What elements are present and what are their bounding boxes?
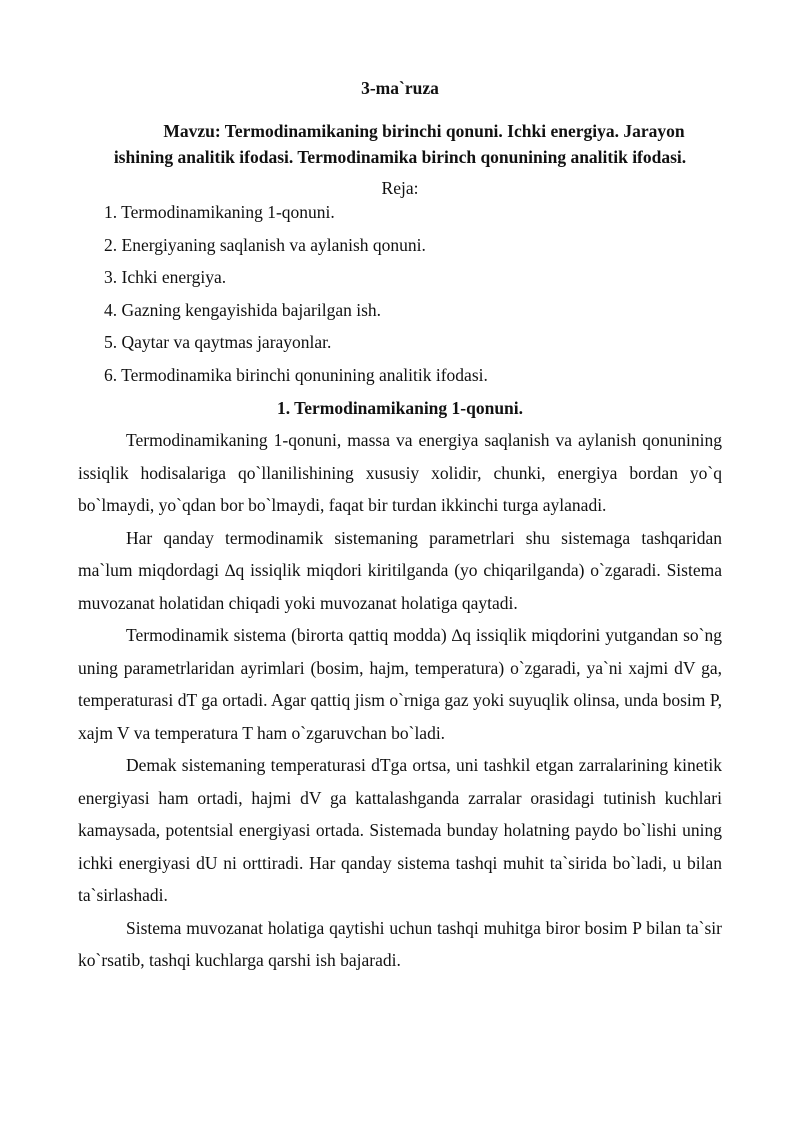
plan-item: 6. Termodinamika birinchi qonunining analitik ifodasi.: [104, 364, 488, 385]
plan-item: 2. Energiyaning saqlanish va aylanish qonuni.: [104, 234, 426, 255]
paragraph: Sistema muvozanat holatiga qaytishi uchun tashqi muhitga biror bosim P bilan ta`sir ko`rsatib, tashqi kuchlarga qarshi ish bajaradi.: [78, 917, 722, 970]
plan-heading: Reja:: [381, 178, 419, 198]
paragraph: Demak sistemaning temperaturasi dTga ortsa, uni tashkil etgan zarralarining kinetik energiyasi ham ortadi, hajmi dV ga kattalashganda zarralar orasidagi tutinish kuchlari kamaysada, potentsial energiyasi ortada. Sistemada bunday holatning paydo bo`lishi uning ichki energiyasi dU ni orttiradi. Har qanday sistema tashqi muhit ta`sirida bo`ladi, u bilan ta`sirlashadi.: [78, 755, 722, 905]
topic-heading: [78, 118, 722, 170]
plan-item: 3. Ichki energiya.: [104, 267, 227, 287]
paragraph: Har qanday termodinamik sistemaning parametrlari shu sistemaga tashqaridan ma`lum miqdordagi ∆q issiqlik miqdori kiritilganda (yo chiqarilganda) o`zgaradi. Sistema muvozanat holatidan chiqadi yoki muvozanat holatiga qaytadi.: [78, 527, 722, 613]
plan-item: 1. Termodinamikaning 1-qonuni.: [104, 202, 335, 222]
lecture-title: 3-ma`ruza: [361, 78, 439, 98]
plan-list: [104, 200, 488, 395]
topic-line-1: Mavzu: Termodinamikaning birinchi qonuni. Ichki energiya. Jarayon: [163, 121, 685, 141]
paragraph: Termodinamik sistema (birorta qattiq modda) ∆q issiqlik miqdorini yutgandan so`ng uning parametrlaridan ayrimlari (bosim, hajm, temperatura) o`zgaradi, ya`ni xajmi dV ga, temperaturasi dT ga ortadi. Agar qattiq jism o`rniga gaz yoki suyuqlik olinsa, unda bosim P, xajm V va temperatura T ham o`zgaruvchan bo`ladi.: [78, 625, 722, 743]
section-heading: 1. Termodinamikaning 1-qonuni.: [276, 398, 524, 418]
plan-item: 5. Qaytar va qaytmas jarayonlar.: [104, 332, 332, 352]
paragraph: Termodinamikaning 1-qonuni, massa va energiya saqlanish va aylanish qonunining issiqlik hodisalariga qo`llanilishining xususiy xolidir, chunki, energiya bordan yo`q bo`lmaydi, yo`qdan bor bo`lmaydi, faqat bir turdan ikkinchi turga aylanadi.: [78, 430, 722, 515]
section-body: [78, 424, 722, 977]
plan-item: 4. Gazning kengayishida bajarilgan ish.: [104, 299, 382, 320]
topic-line-2: ishining analitik ifodasi. Termodinamika birinch qonunining analitik ifodasi.: [113, 147, 687, 167]
